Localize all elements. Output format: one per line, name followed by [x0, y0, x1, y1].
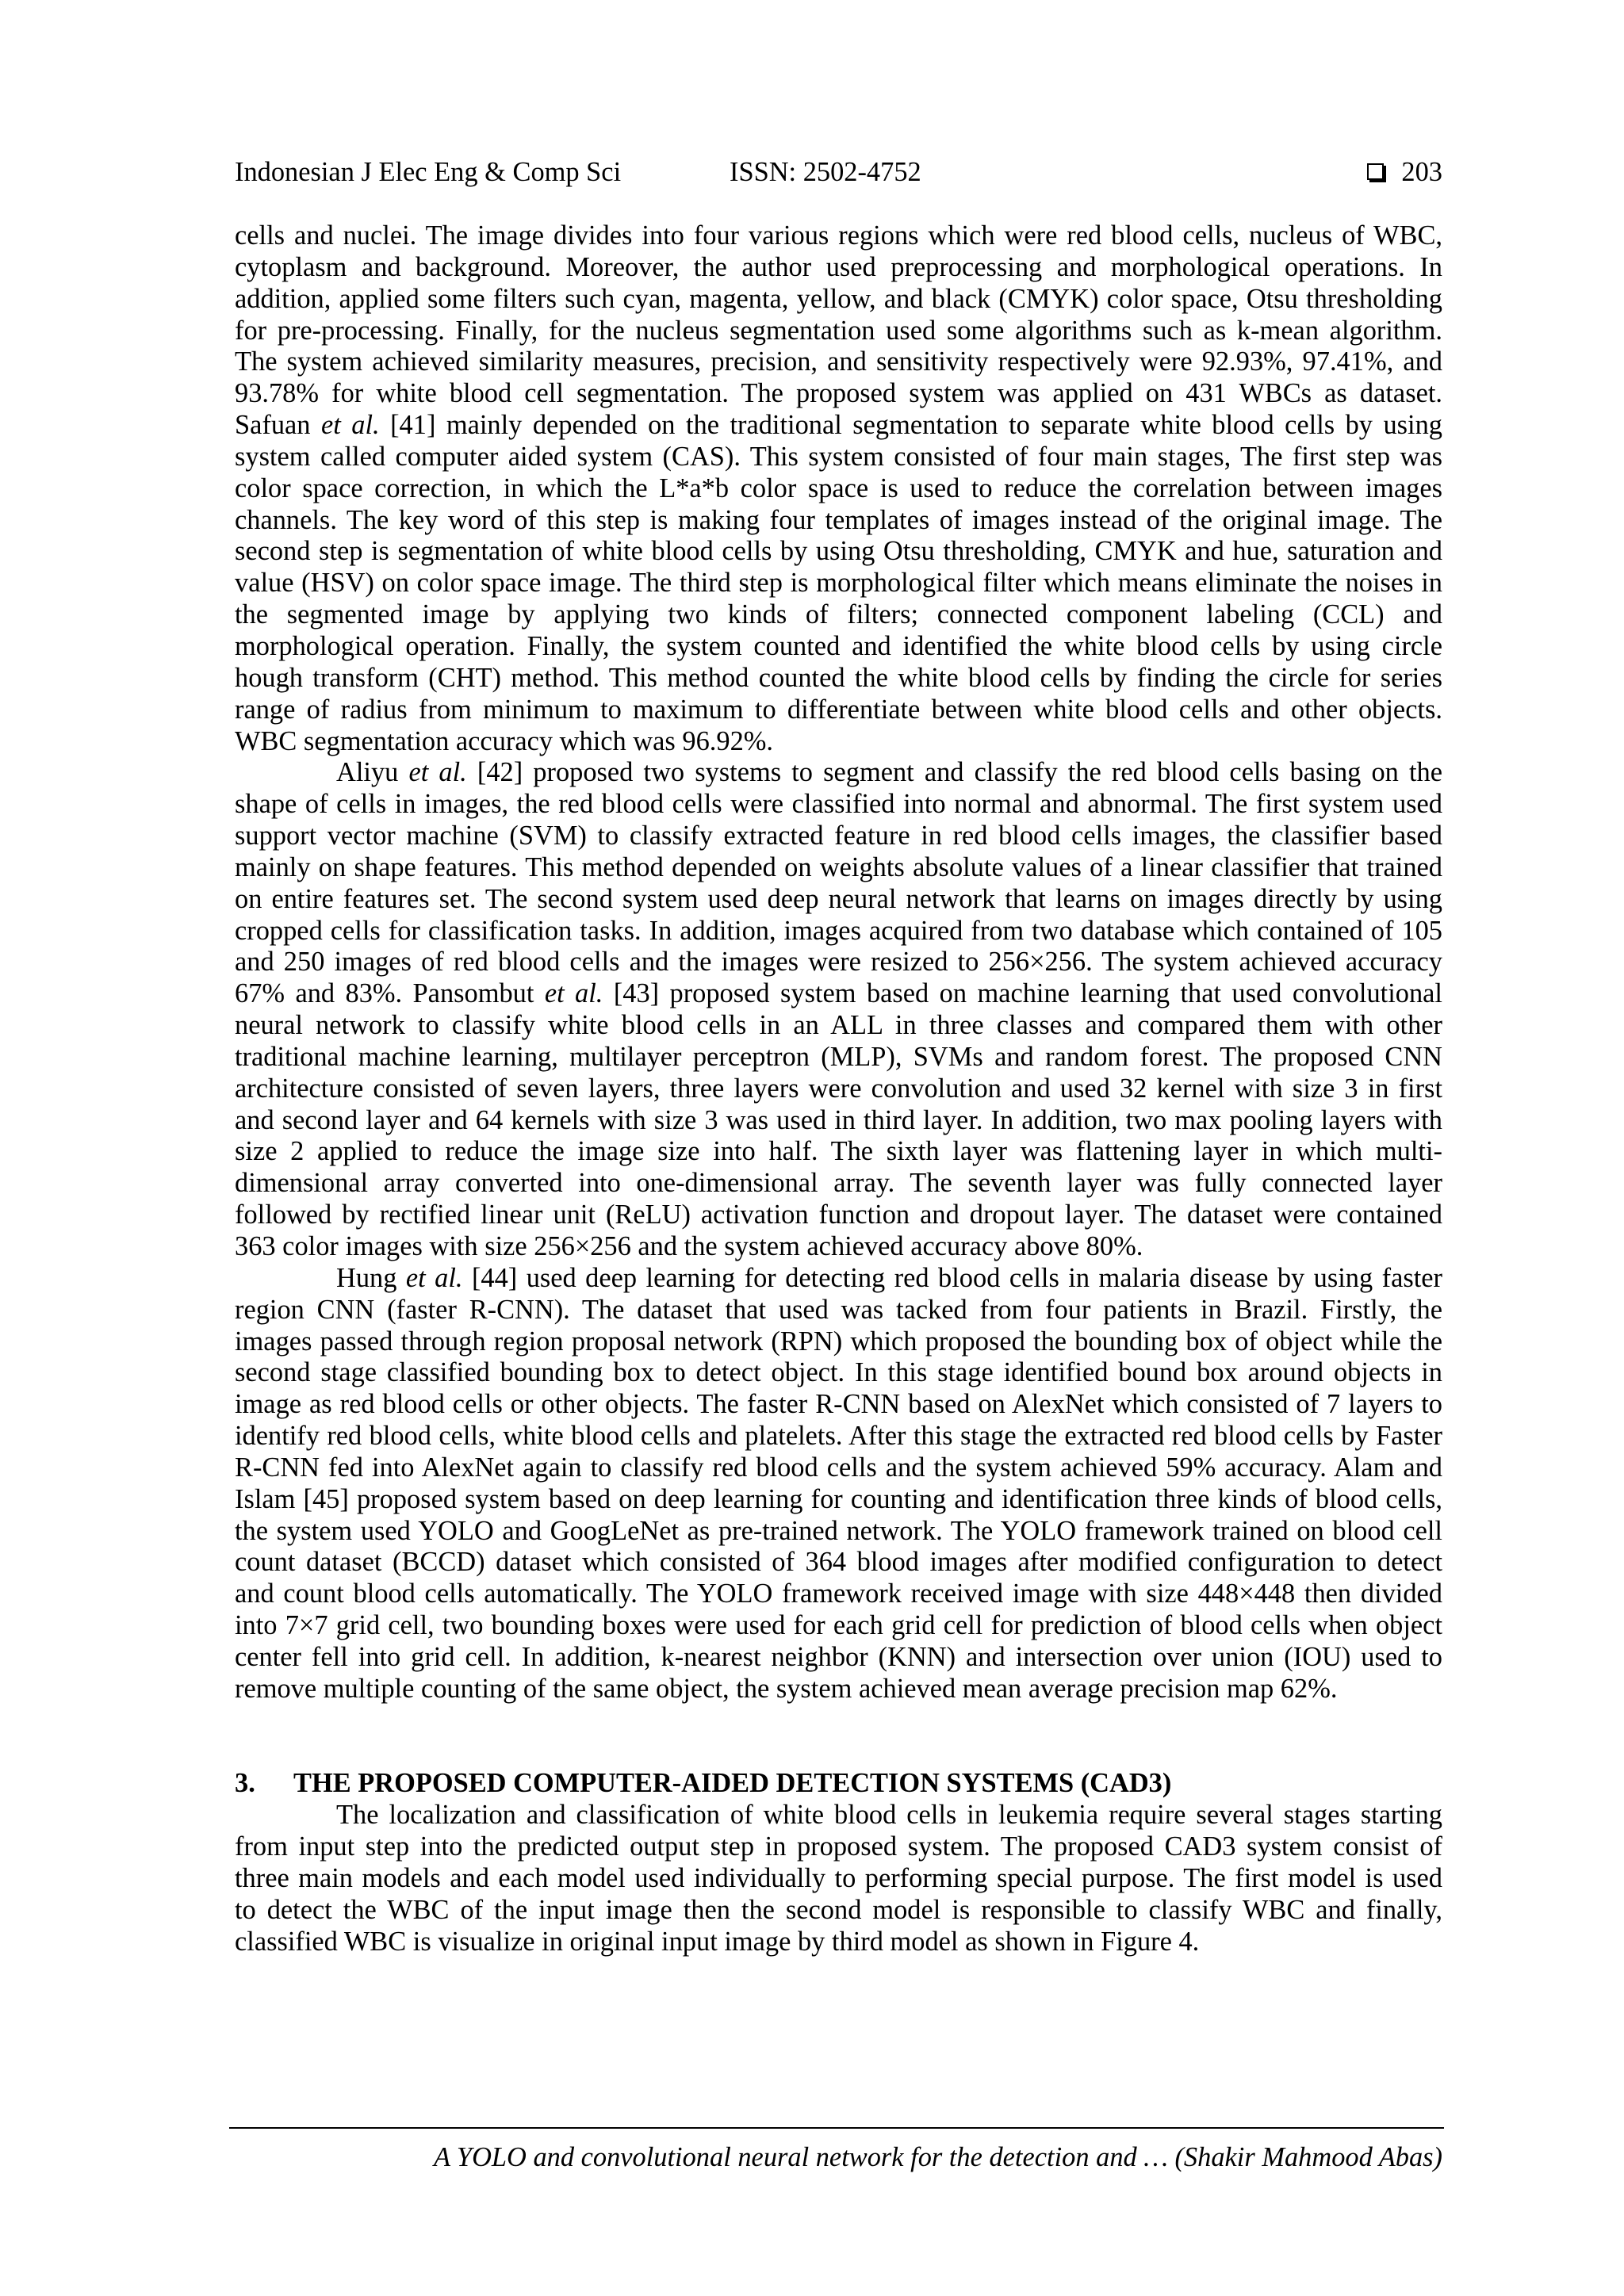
text-line: architecture consisted of seven layers, three layers were convolution and used 32 kernel with size 3 in first: [235, 1073, 1442, 1104]
text-line: three main models and each model used individually to performing special purpose. The first model is used: [235, 1862, 1442, 1893]
text-line: 93.78% for white blood cell segmentation. The proposed system was applied on 431 WBCs as dataset.: [235, 378, 1442, 409]
text-run: [42] proposed two systems to segment and classify the red blood cells basing on the: [466, 757, 1443, 788]
paragraph: [235, 757, 1442, 1263]
paragraph: [235, 1800, 1442, 1957]
italic-text: et al.: [405, 1262, 463, 1293]
text-line: classified WBC is visualize in original input image by third model as shown in Figure 4.: [235, 1926, 1200, 1957]
text-line: for pre-processing. Finally, for the nucleus segmentation used some algorithms such as k-mean algorithm.: [235, 315, 1442, 346]
text-run: [44] used deep learning for detecting red blood cells in malaria disease by using faster: [462, 1262, 1442, 1293]
running-footer: A YOLO and convolutional neural network for the detection and … (Shakir Mahmood Abas): [433, 2142, 1442, 2172]
text-line: and second layer and 64 kernels with size 3 was used in third layer. In addition, two max pooling layers with: [235, 1104, 1442, 1135]
text-line: traditional machine learning, multilayer perceptron (MLP), SVMs and random forest. The proposed CNN: [235, 1041, 1442, 1072]
text-run: Hung: [336, 1262, 406, 1293]
text-line: [235, 978, 1442, 1010]
text-line: image as red blood cells or other objects. The faster R-CNN based on AlexNet which consisted of 7 layers to: [235, 1389, 1442, 1420]
text-line: count dataset (BCCD) dataset which consisted of 364 blood images after modified configuration to detect: [235, 1547, 1442, 1578]
shadowed-square-icon: [1367, 163, 1384, 180]
text-line: and 250 images of red blood cells and the images were resized to 256×256. The system achieved accuracy: [235, 947, 1442, 978]
section-title: THE PROPOSED COMPUTER-AIDED DETECTION SYSTEMS (CAD3): [293, 1768, 1172, 1799]
text-run: Safuan: [235, 410, 321, 441]
journal-abbreviation: Indonesian J Elec Eng & Comp Sci: [235, 157, 622, 187]
text-line: remove multiple counting of the same object, the system achieved mean average precision map 62%.: [235, 1673, 1338, 1704]
text-line: range of radius from minimum to maximum to differentiate between white blood cells and other objects.: [235, 694, 1442, 725]
text-line: Islam [45] proposed system based on deep learning for counting and identification three kinds of blood cells,: [235, 1483, 1442, 1514]
text-line: identify red blood cells, white blood cells and platelets. After this stage the extracted red blood cells by Faster: [235, 1421, 1442, 1452]
text-line: shape of cells in images, the red blood cells were classified into normal and abnormal. The first system used: [235, 789, 1442, 820]
text-line: R-CNN fed into AlexNet again to classify red blood cells and the system achieved 59% accuracy. Alam and: [235, 1452, 1442, 1483]
text-line: followed by rectified linear unit (ReLU) activation function and dropout layer. The dataset were contained: [235, 1200, 1442, 1230]
text-line: system called computer aided system (CAS). This system consisted of four main stages, The first step was: [235, 441, 1442, 472]
text-line: center fell into grid cell. In addition, k-nearest neighbor (KNN) and intersection over union (IOU) used to: [235, 1641, 1442, 1672]
italic-text: et al.: [320, 410, 380, 441]
italic-text: et al.: [408, 757, 467, 788]
text-line: The localization and classification of white blood cells in leukemia require several stages starting: [336, 1800, 1442, 1831]
text-line: size 2 applied to reduce the image size into half. The sixth layer was flattening layer in which multi-: [235, 1136, 1442, 1167]
text-line: morphological operation. Finally, the system counted and identified the white blood cells by using circle: [235, 630, 1442, 661]
section-number: 3.: [235, 1768, 255, 1799]
text-run: 67% and 83%. Pansombut: [235, 978, 545, 1009]
text-line: on entire features set. The second system used deep neural network that learns on images directly by using: [235, 883, 1442, 914]
text-line: neural network to classify white blood cells in an ALL in three classes and compared them with other: [235, 1010, 1442, 1041]
text-line: cropped cells for classification tasks. In addition, images acquired from two database which contained of 105: [235, 915, 1442, 946]
section-heading: [235, 1768, 1442, 1800]
text-line: cytoplasm and background. Moreover, the author used preprocessing and morphological operations. In: [235, 251, 1442, 282]
text-line: channels. The key word of this step is making four templates of images instead of the original image. The: [235, 504, 1442, 535]
text-line: color space correction, in which the L*a*b color space is used to reduce the correlation between images: [235, 473, 1442, 503]
text-line: The system achieved similarity measures, precision, and sensitivity respectively were 92.93%, 97.41%, and: [235, 346, 1442, 377]
text-line: 363 color images with size 256×256 and the system achieved accuracy above 80%.: [235, 1231, 1143, 1261]
text-line: WBC segmentation accuracy which was 96.92%.: [235, 725, 774, 756]
text-line: the system used YOLO and GoogLeNet as pre-trained network. The YOLO framework trained on blood cell: [235, 1515, 1442, 1546]
italic-text: et al.: [544, 978, 603, 1009]
issn: ISSN: 2502-4752: [730, 157, 921, 187]
text-line: dimensional array converted into one-dimensional array. The seventh layer was fully connected layer: [235, 1168, 1442, 1199]
text-line: value (HSV) on color space image. The third step is morphological filter which means eliminate the noises in: [235, 568, 1442, 599]
text-line: second stage classified bounding box to detect object. In this stage identified bound box around objects in: [235, 1357, 1442, 1388]
text-line: support vector machine (SVM) to classify extracted feature in red blood cells images, the classifier based: [235, 821, 1442, 851]
footer-rule: [229, 2127, 1444, 2129]
text-line: cells and nuclei. The image divides into four various regions which were red blood cells, nucleus of WBC,: [235, 220, 1442, 251]
paragraph: [235, 1263, 1442, 1705]
text-run: [41] mainly depended on the traditional segmentation to separate white blood cells by using: [379, 410, 1442, 441]
text-line: [235, 410, 1442, 442]
page-number: 203: [1401, 157, 1442, 187]
text-line: from input step into the predicted output step in proposed system. The proposed CAD3 system consist of: [235, 1831, 1442, 1862]
text-line: images passed through region proposal network (RPN) which proposed the bounding box of object while the: [235, 1326, 1442, 1357]
text-line: [235, 1263, 1442, 1295]
body-text: [235, 220, 1442, 1957]
text-line: [235, 757, 1442, 789]
text-line: region CNN (faster R-CNN). The dataset that used was tacked from four patients in Brazil. Firstly, the: [235, 1294, 1442, 1325]
text-line: to detect the WBC of the input image then the second model is responsible to classify WBC and finally,: [235, 1894, 1442, 1925]
text-line: hough transform (CHT) method. This method counted the white blood cells by finding the circle for series: [235, 662, 1442, 693]
text-line: and count blood cells automatically. The YOLO framework received image with size 448×448 then divided: [235, 1578, 1442, 1609]
paragraph: [235, 220, 1442, 757]
running-header: [235, 157, 1442, 189]
text-run: [43] proposed system based on machine learning that used convolutional: [603, 978, 1442, 1009]
text-line: mainly on shape features. This method depended on weights absolute values of a linear classifier that trained: [235, 851, 1442, 882]
text-line: the segmented image by applying two kinds of filters; connected component labeling (CCL) and: [235, 599, 1442, 630]
text-run: Aliyu: [336, 757, 409, 788]
text-line: into 7×7 grid cell, two bounding boxes were used for each grid cell for prediction of blood cells when object: [235, 1610, 1442, 1641]
text-line: second step is segmentation of white blood cells by using Otsu thresholding, CMYK and hue, saturation and: [235, 536, 1442, 567]
text-line: addition, applied some filters such cyan, magenta, yellow, and black (CMYK) color space, Otsu thresholding: [235, 283, 1442, 314]
